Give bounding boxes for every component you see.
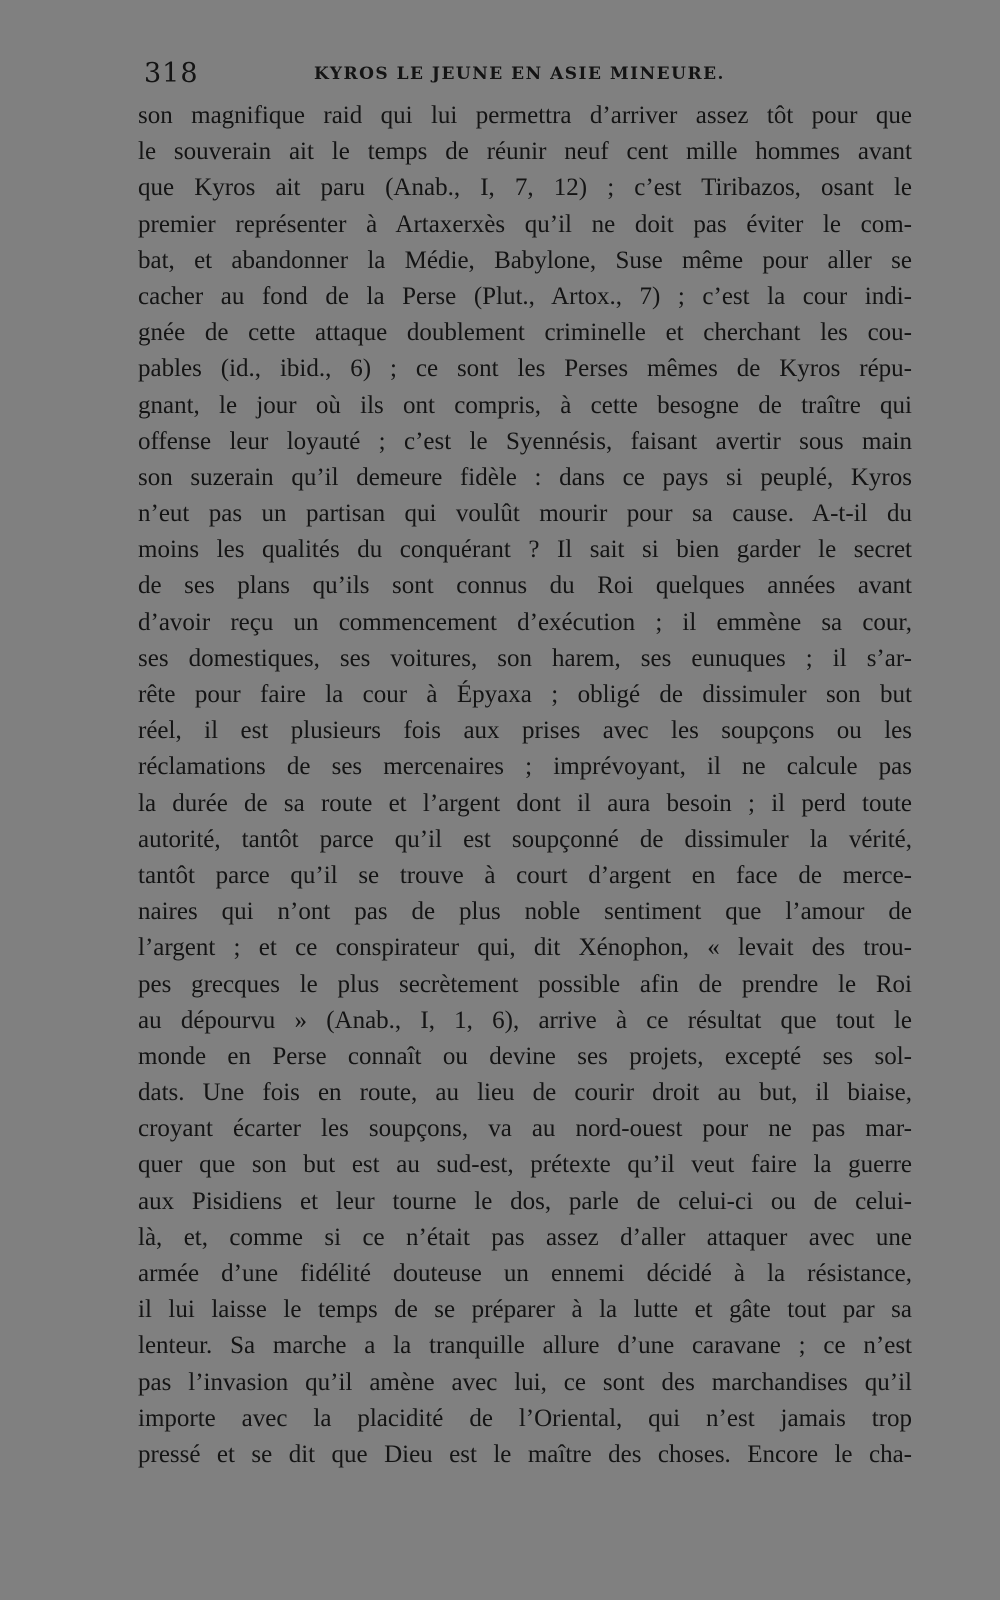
text-line: rête pour faire la cour à Épyaxa ; obligé de dissimuler son but <box>138 681 912 708</box>
text-line: naires qui n’ont pas de plus noble sentiment que l’amour de <box>138 898 912 926</box>
text-line: autorité, tantôt parce qu’il est soupçonné de dissimuler la vérité, <box>138 825 912 853</box>
text-line: il lui laisse le temps de se préparer à la lutte et gâte tout par sa <box>138 1296 912 1324</box>
text-line: gnée de cette attaque doublement criminelle et cherchant les cou- <box>138 319 912 347</box>
text-line: importe avec la placidité de l’Oriental, qui n’est jamais trop <box>138 1404 912 1432</box>
text-line: bat, et abandonner la Médie, Babylone, Suse même pour aller se <box>138 246 912 274</box>
text-line: dats. Une fois en route, au lieu de courir droit au but, il biaise, <box>138 1079 912 1107</box>
text-line: l’argent ; et ce conspirateur qui, dit Xénophon, « levait des trou- <box>138 934 912 962</box>
text-line: aux Pisidiens et leur tourne le dos, parle de celui-ci ou de celui- <box>138 1187 912 1215</box>
text-line: monde en Perse connaît ou devine ses projets, excepté ses sol- <box>138 1042 912 1070</box>
text-line: d’avoir reçu un commencement d’exécution ; il emmène sa cour, <box>138 608 912 636</box>
page-header <box>144 58 906 98</box>
page-number: 318 <box>144 58 199 89</box>
text-line: réclamations de ses mercenaires ; imprévoyant, il ne calcule pas <box>138 753 912 781</box>
text-line: pas l’invasion qu’il amène avec lui, ce sont des marchandises qu’il <box>138 1368 912 1396</box>
text-line: quer que son but est au sud-est, prétexte qu’il veut faire la guerre <box>138 1151 912 1179</box>
text-line: cacher au fond de la Perse (Plut., Artox., 7) ; c’est la cour indi- <box>138 282 912 310</box>
text-line: pables (id., ibid., 6) ; ce sont les Perses mêmes de Kyros répu- <box>138 355 912 383</box>
text-line: ses domestiques, ses voitures, son harem, ses eunuques ; il s’ar- <box>138 644 912 672</box>
text-line: là, et, comme si ce n’était pas assez d’aller attaquer avec une <box>138 1223 912 1251</box>
text-line: tantôt parce qu’il se trouve à court d’argent en face de merce- <box>138 861 912 889</box>
body-text <box>138 98 912 1473</box>
text-line: gnant, le jour où ils ont compris, à cette besogne de traître qui <box>138 391 912 419</box>
text-line: au dépourvu » (Anab., I, 1, 6), arrive à ce résultat que tout le <box>138 1006 912 1034</box>
running-head: KYROS LE JEUNE EN ASIE MINEURE. <box>314 64 725 84</box>
text-line: pressé et se dit que Dieu est le maître des choses. Encore le cha- <box>138 1440 912 1468</box>
text-line: de ses plans qu’ils sont connus du Roi quelques années avant <box>138 572 912 600</box>
text-line: croyant écarter les soupçons, va au nord-ouest pour ne pas mar- <box>138 1115 912 1143</box>
text-line: offense leur loyauté ; c’est le Syennésis, faisant avertir sous main <box>138 427 912 455</box>
text-line: son magnifique raid qui lui permettra d’arriver assez tôt pour que <box>138 102 912 129</box>
text-line: pes grecques le plus secrètement possible afin de prendre le Roi <box>138 970 912 998</box>
text-line: armée d’une fidélité douteuse un ennemi décidé à la résistance, <box>138 1260 912 1287</box>
text-line: le souverain ait le temps de réunir neuf cent mille hommes avant <box>138 138 912 166</box>
text-line: la durée de sa route et l’argent dont il aura besoin ; il perd toute <box>138 789 912 817</box>
text-line: que Kyros ait paru (Anab., I, 7, 12) ; c’est Tiribazos, osant le <box>138 174 912 202</box>
text-line: premier représenter à Artaxerxès qu’il ne doit pas éviter le com- <box>138 210 912 238</box>
text-line: son suzerain qu’il demeure fidèle : dans ce pays si peuplé, Kyros <box>138 463 912 491</box>
text-line: lenteur. Sa marche a la tranquille allure d’une caravane ; ce n’est <box>138 1332 912 1360</box>
text-line: moins les qualités du conquérant ? Il sait si bien garder le secret <box>138 536 912 564</box>
text-line: n’eut pas un partisan qui voulût mourir pour sa cause. A-t-il du <box>138 500 912 528</box>
text-line: réel, il est plusieurs fois aux prises avec les soupçons ou les <box>138 717 912 745</box>
